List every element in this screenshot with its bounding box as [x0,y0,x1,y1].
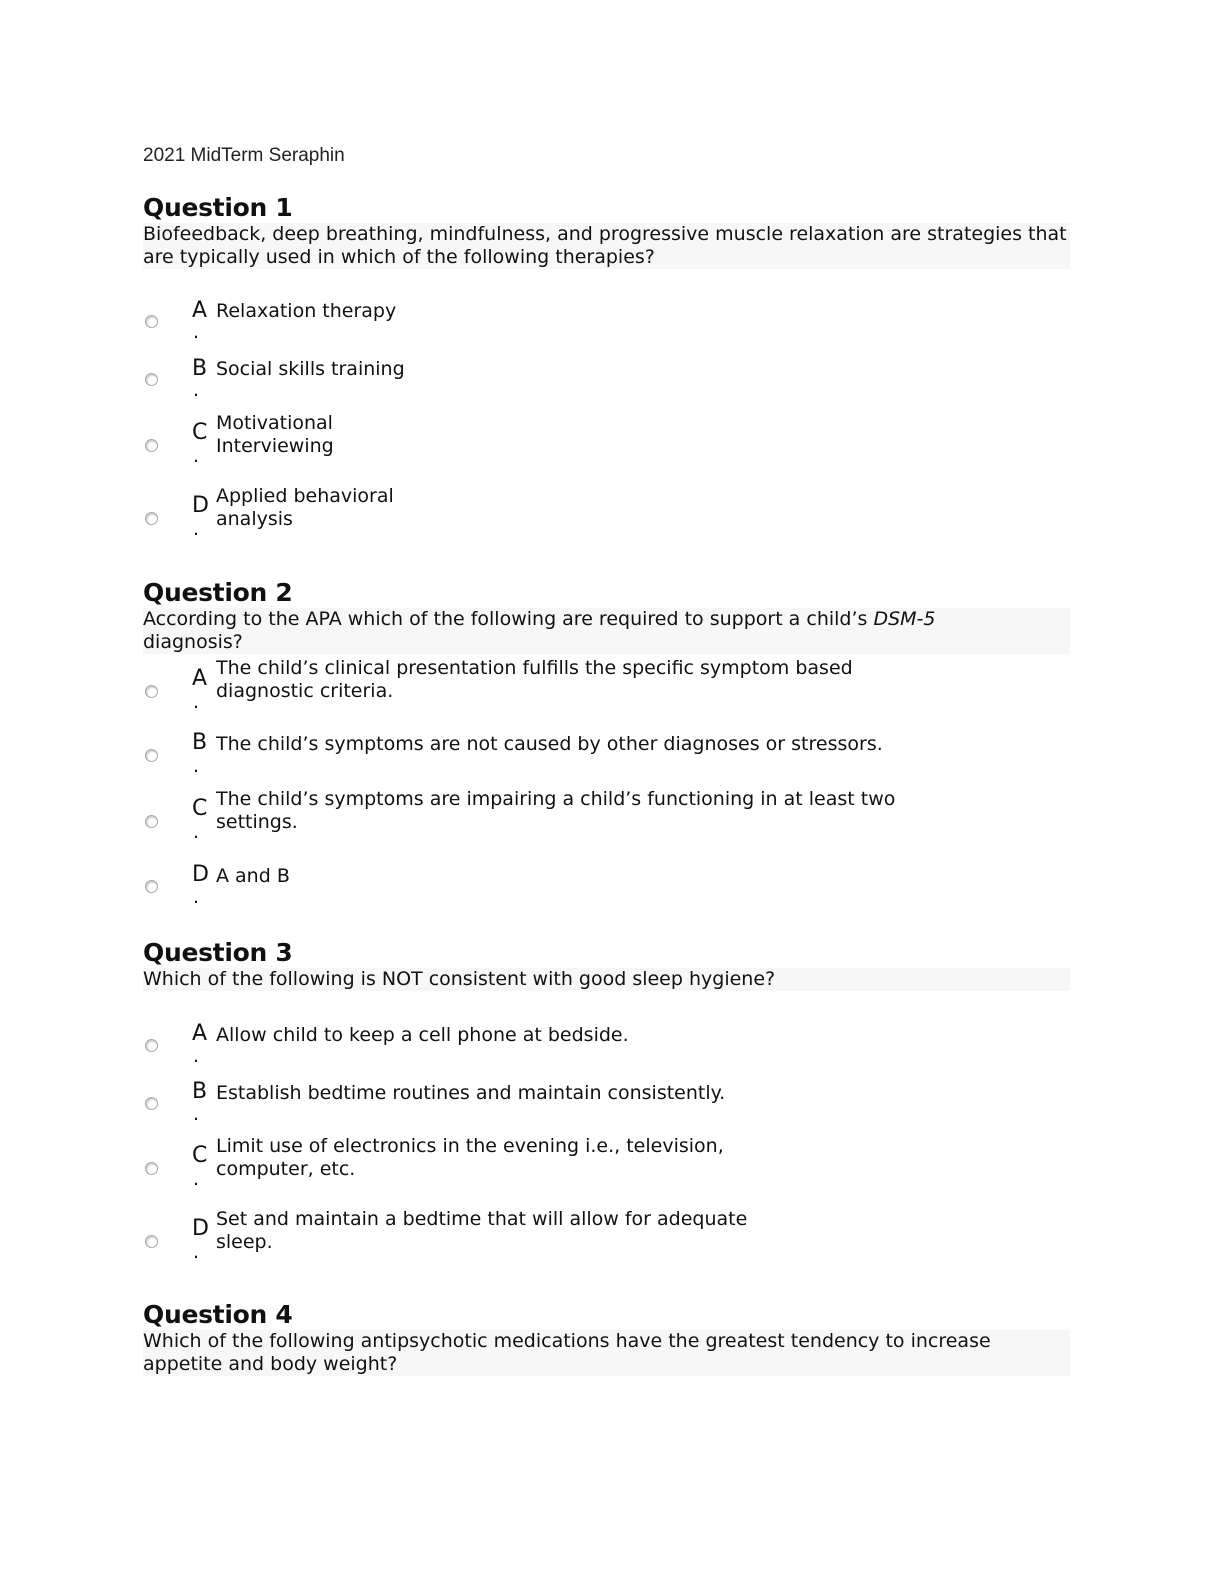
option-letter: C [192,1143,208,1168]
option-letter: D [192,1216,209,1241]
option-text: Relaxation therapy [216,300,397,322]
question-prompt: Which of the following is NOT consistent with good sleep hygiene? [143,968,1070,991]
option-text: The child’s symptoms are not caused by other diagnoses or stressors. [216,733,883,755]
option-letter: C [192,796,208,821]
document-title: 2021 MidTerm Seraphin [143,145,345,166]
option-letter: A [192,1021,208,1046]
option-dot: . [193,691,200,713]
option-text: Establish bedtime routines and maintain consistently. [216,1082,726,1104]
question-3 [143,938,1070,1263]
option-letter: B [192,1079,208,1104]
radio-button[interactable] [145,815,158,828]
option-dot: . [193,755,200,777]
radio-button[interactable] [145,373,158,386]
option-dot: . [193,1241,200,1263]
option-dot: . [193,321,200,343]
radio-button[interactable] [145,1097,158,1110]
option-text: Applied behavioral analysis [216,485,394,530]
radio-button[interactable] [145,1235,158,1248]
question-prompt: Which of the following antipsychotic medications have the greatest tendency to increase appetite and body weight? [143,1330,1070,1376]
question-prompt: Biofeedback, deep breathing, mindfulness, and progressive muscle relaxation are strategies that are typically used in which of the following therapies? [143,223,1070,269]
option-letter: B [192,356,208,381]
radio-button[interactable] [145,749,158,762]
radio-button[interactable] [145,880,158,893]
option-dot: . [193,1103,200,1125]
option-text: Social skills training [216,358,405,380]
prompt-text: diagnosis? [143,631,243,653]
prompt-text: According to the APA which of the following are required to support a child’s [143,608,874,630]
option-letter: C [192,420,208,445]
option-letter: A [192,298,208,323]
radio-button[interactable] [145,685,158,698]
option-dot: . [193,379,200,401]
radio-button[interactable] [145,1039,158,1052]
option-text: A and B [216,865,290,887]
question-prompt [143,608,1070,654]
question-heading: Question 1 [143,193,293,222]
radio-button[interactable] [145,1162,158,1175]
option-dot: . [193,1045,200,1067]
option-dot: . [193,821,200,843]
option-dot: . [193,518,200,540]
option-text: Limit use of electronics in the evening i.e., television, computer, etc. [216,1135,724,1180]
question-2 [143,578,1070,908]
question-heading: Question 2 [143,578,293,607]
question-1 [143,193,1070,540]
radio-button[interactable] [145,512,158,525]
question-heading: Question 4 [143,1300,293,1329]
option-text: Set and maintain a bedtime that will allow for adequate sleep. [216,1208,748,1253]
option-text: The child’s symptoms are impairing a child’s functioning in at least two settings. [216,788,896,833]
prompt-emphasis: DSM-5 [873,608,936,630]
option-dot: . [193,445,200,467]
option-letter: B [192,730,208,755]
radio-button[interactable] [145,439,158,452]
option-letter: A [192,666,208,691]
option-text: The child’s clinical presentation fulfills the specific symptom based diagnostic criteria. [216,657,853,702]
option-dot: . [193,1168,200,1190]
option-text: Allow child to keep a cell phone at bedside. [216,1024,629,1046]
option-text: Motivational Interviewing [216,412,334,457]
option-letter: D [192,493,209,518]
option-letter: D [192,862,209,887]
radio-button[interactable] [145,315,158,328]
question-heading: Question 3 [143,938,293,967]
option-dot: . [193,886,200,908]
question-4 [143,1300,1070,1376]
